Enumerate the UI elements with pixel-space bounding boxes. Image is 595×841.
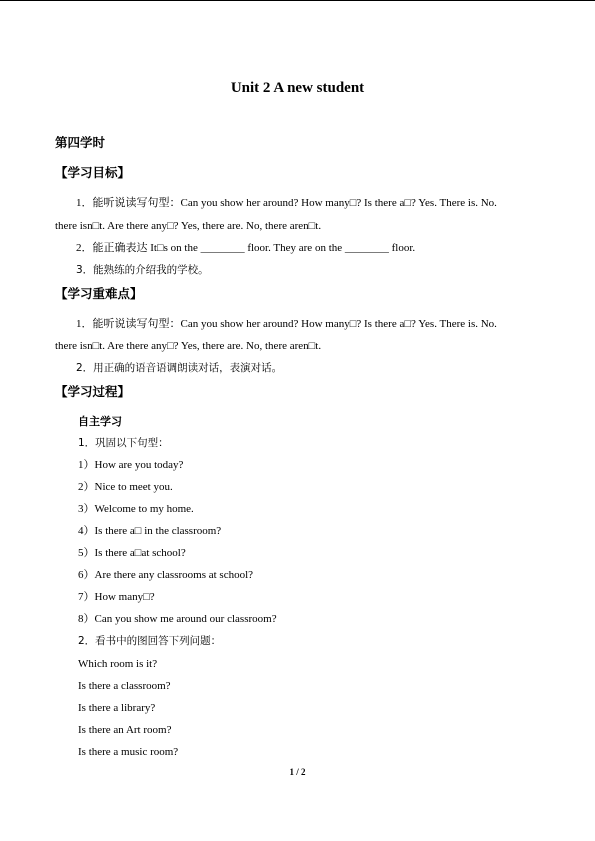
list-item: 2）Nice to meet you. <box>78 481 173 493</box>
list-item: 3）Welcome to my home. <box>78 503 194 515</box>
list-item: 4）Is there a□ in the classroom? <box>78 525 222 537</box>
question-item: Is there a library? <box>78 702 156 714</box>
question-item: Is there an Art room? <box>78 724 172 736</box>
key-line-2: 2．用正确的语音语调朗读对话，表演对话。 <box>76 362 283 374</box>
question-item: Is there a classroom? <box>78 680 171 692</box>
goal-line-1b: there isn□t. Are there any□? Yes, there are. No, there aren□t. <box>55 220 322 232</box>
goal-line-2: 2．能正确表达 It□s on the ________ floor. They are on the ________ floor. <box>76 242 416 254</box>
goal-line-3: 3．能熟练的介绍我的学校。 <box>76 264 209 276</box>
list-item: 7）How many□? <box>78 591 155 603</box>
task-1: 1．巩固以下句型： <box>78 437 169 449</box>
section-goals-heading: 【学习目标】 <box>55 165 131 180</box>
lesson-heading: 第四学时 <box>55 135 106 150</box>
list-item: 8）Can you show me around our classroom? <box>78 613 277 625</box>
list-item: 1）How are you today? <box>78 459 184 471</box>
page-number: 1 / 2 <box>289 767 306 777</box>
key-line-1b: there isn□t. Are there any□? Yes, there are. No, there aren□t. <box>55 340 322 352</box>
self-study-subheading: 自主学习 <box>78 415 122 428</box>
section-keypoints-heading: 【学习重难点】 <box>55 286 143 301</box>
page-title: Unit 2 A new student <box>230 80 365 96</box>
task-2: 2．看书中的图回答下列问题： <box>78 635 222 647</box>
goal-line-1a: 1．能听说读写句型：Can you show her around? How many□? Is there a□? Yes. There is. No. <box>76 197 497 209</box>
key-line-1a: 1．能听说读写句型：Can you show her around? How many□? Is there a□? Yes. There is. No. <box>76 318 497 330</box>
list-item: 5）Is there a□at school? <box>78 547 186 559</box>
section-process-heading: 【学习过程】 <box>55 384 131 399</box>
question-item: Which room is it? <box>78 658 158 670</box>
list-item: 6）Are there any classrooms at school? <box>78 569 254 581</box>
question-item: Is there a music room? <box>78 746 179 758</box>
header-rule <box>0 0 595 1</box>
